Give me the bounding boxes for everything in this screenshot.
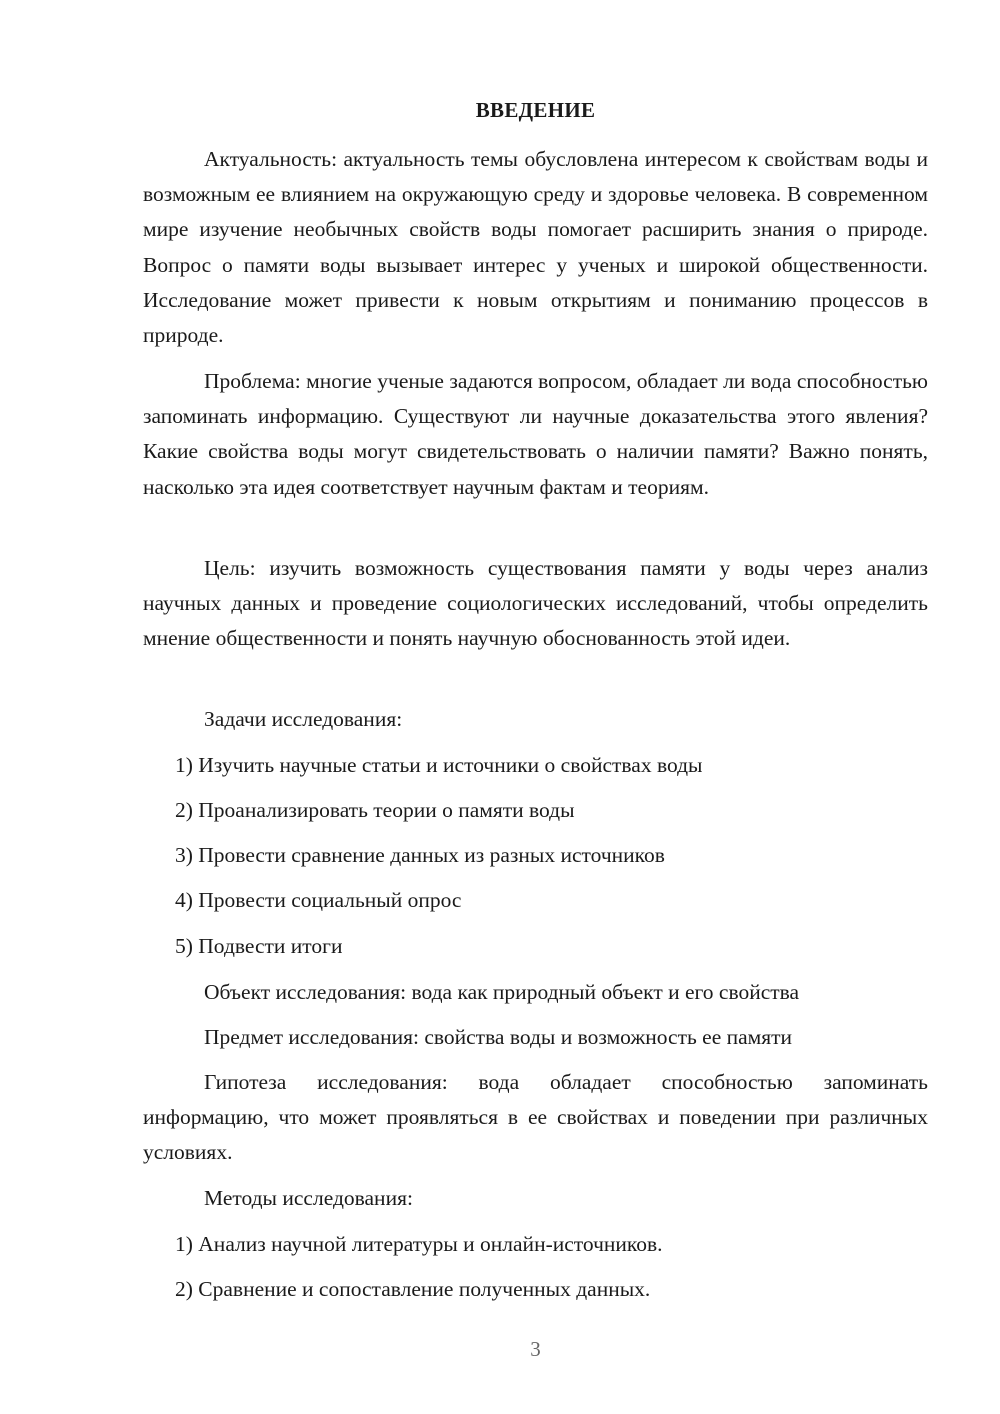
task-item-1: 1) Изучить научные статьи и источники о свойствах воды xyxy=(175,753,703,777)
goal-paragraph: Цель: изучить возможность существования памяти у воды через анализ научных данных и проведение социологических исследований, чтобы определить мнение общественности и понять научную обоснованность этой идеи. xyxy=(143,556,928,651)
tasks-heading: Задачи исследования: xyxy=(204,707,403,731)
hypothesis-paragraph: Гипотеза исследования: вода обладает способностью запоминать информацию, что может проявляться в ее свойствах и поведении при различных условиях. xyxy=(143,1070,928,1165)
page-number: 3 xyxy=(530,1337,541,1361)
research-subject: Предмет исследования: свойства воды и возможность ее памяти xyxy=(204,1025,793,1049)
methods-heading: Методы исследования: xyxy=(204,1186,413,1210)
method-item-2: 2) Сравнение и сопоставление полученных данных. xyxy=(175,1277,651,1301)
task-item-5: 5) Подвести итоги xyxy=(175,934,343,958)
method-item-1: 1) Анализ научной литературы и онлайн-источников. xyxy=(175,1232,663,1256)
section-title: ВВЕДЕНИЕ xyxy=(475,98,596,122)
task-item-2: 2) Проанализировать теории о памяти воды xyxy=(175,798,575,822)
relevance-paragraph: Актуальность: актуальность темы обусловлена интересом к свойствам воды и возможным ее влиянием на окружающую среду и здоровье человека. В современном мире изучение необычных свойств воды помогает расширить знания о природе. Вопрос о памяти воды вызывает интерес у ученых и широкой общественности. Исследование может привести к новым открытиям и пониманию процессов в природе. xyxy=(143,147,928,348)
research-object: Объект исследования: вода как природный объект и его свойства xyxy=(204,980,800,1004)
problem-paragraph: Проблема: многие ученые задаются вопросом, обладает ли вода способностью запоминать информацию. Существуют ли научные доказательства этого явления? Какие свойства воды могут свидетельствовать о наличии памяти? Важно понять, насколько эта идея соответствует научным фактам и теориям. xyxy=(143,369,928,499)
document-page xyxy=(143,0,928,1414)
task-item-4: 4) Провести социальный опрос xyxy=(175,888,462,912)
task-item-3: 3) Провести сравнение данных из разных источников xyxy=(175,843,665,867)
